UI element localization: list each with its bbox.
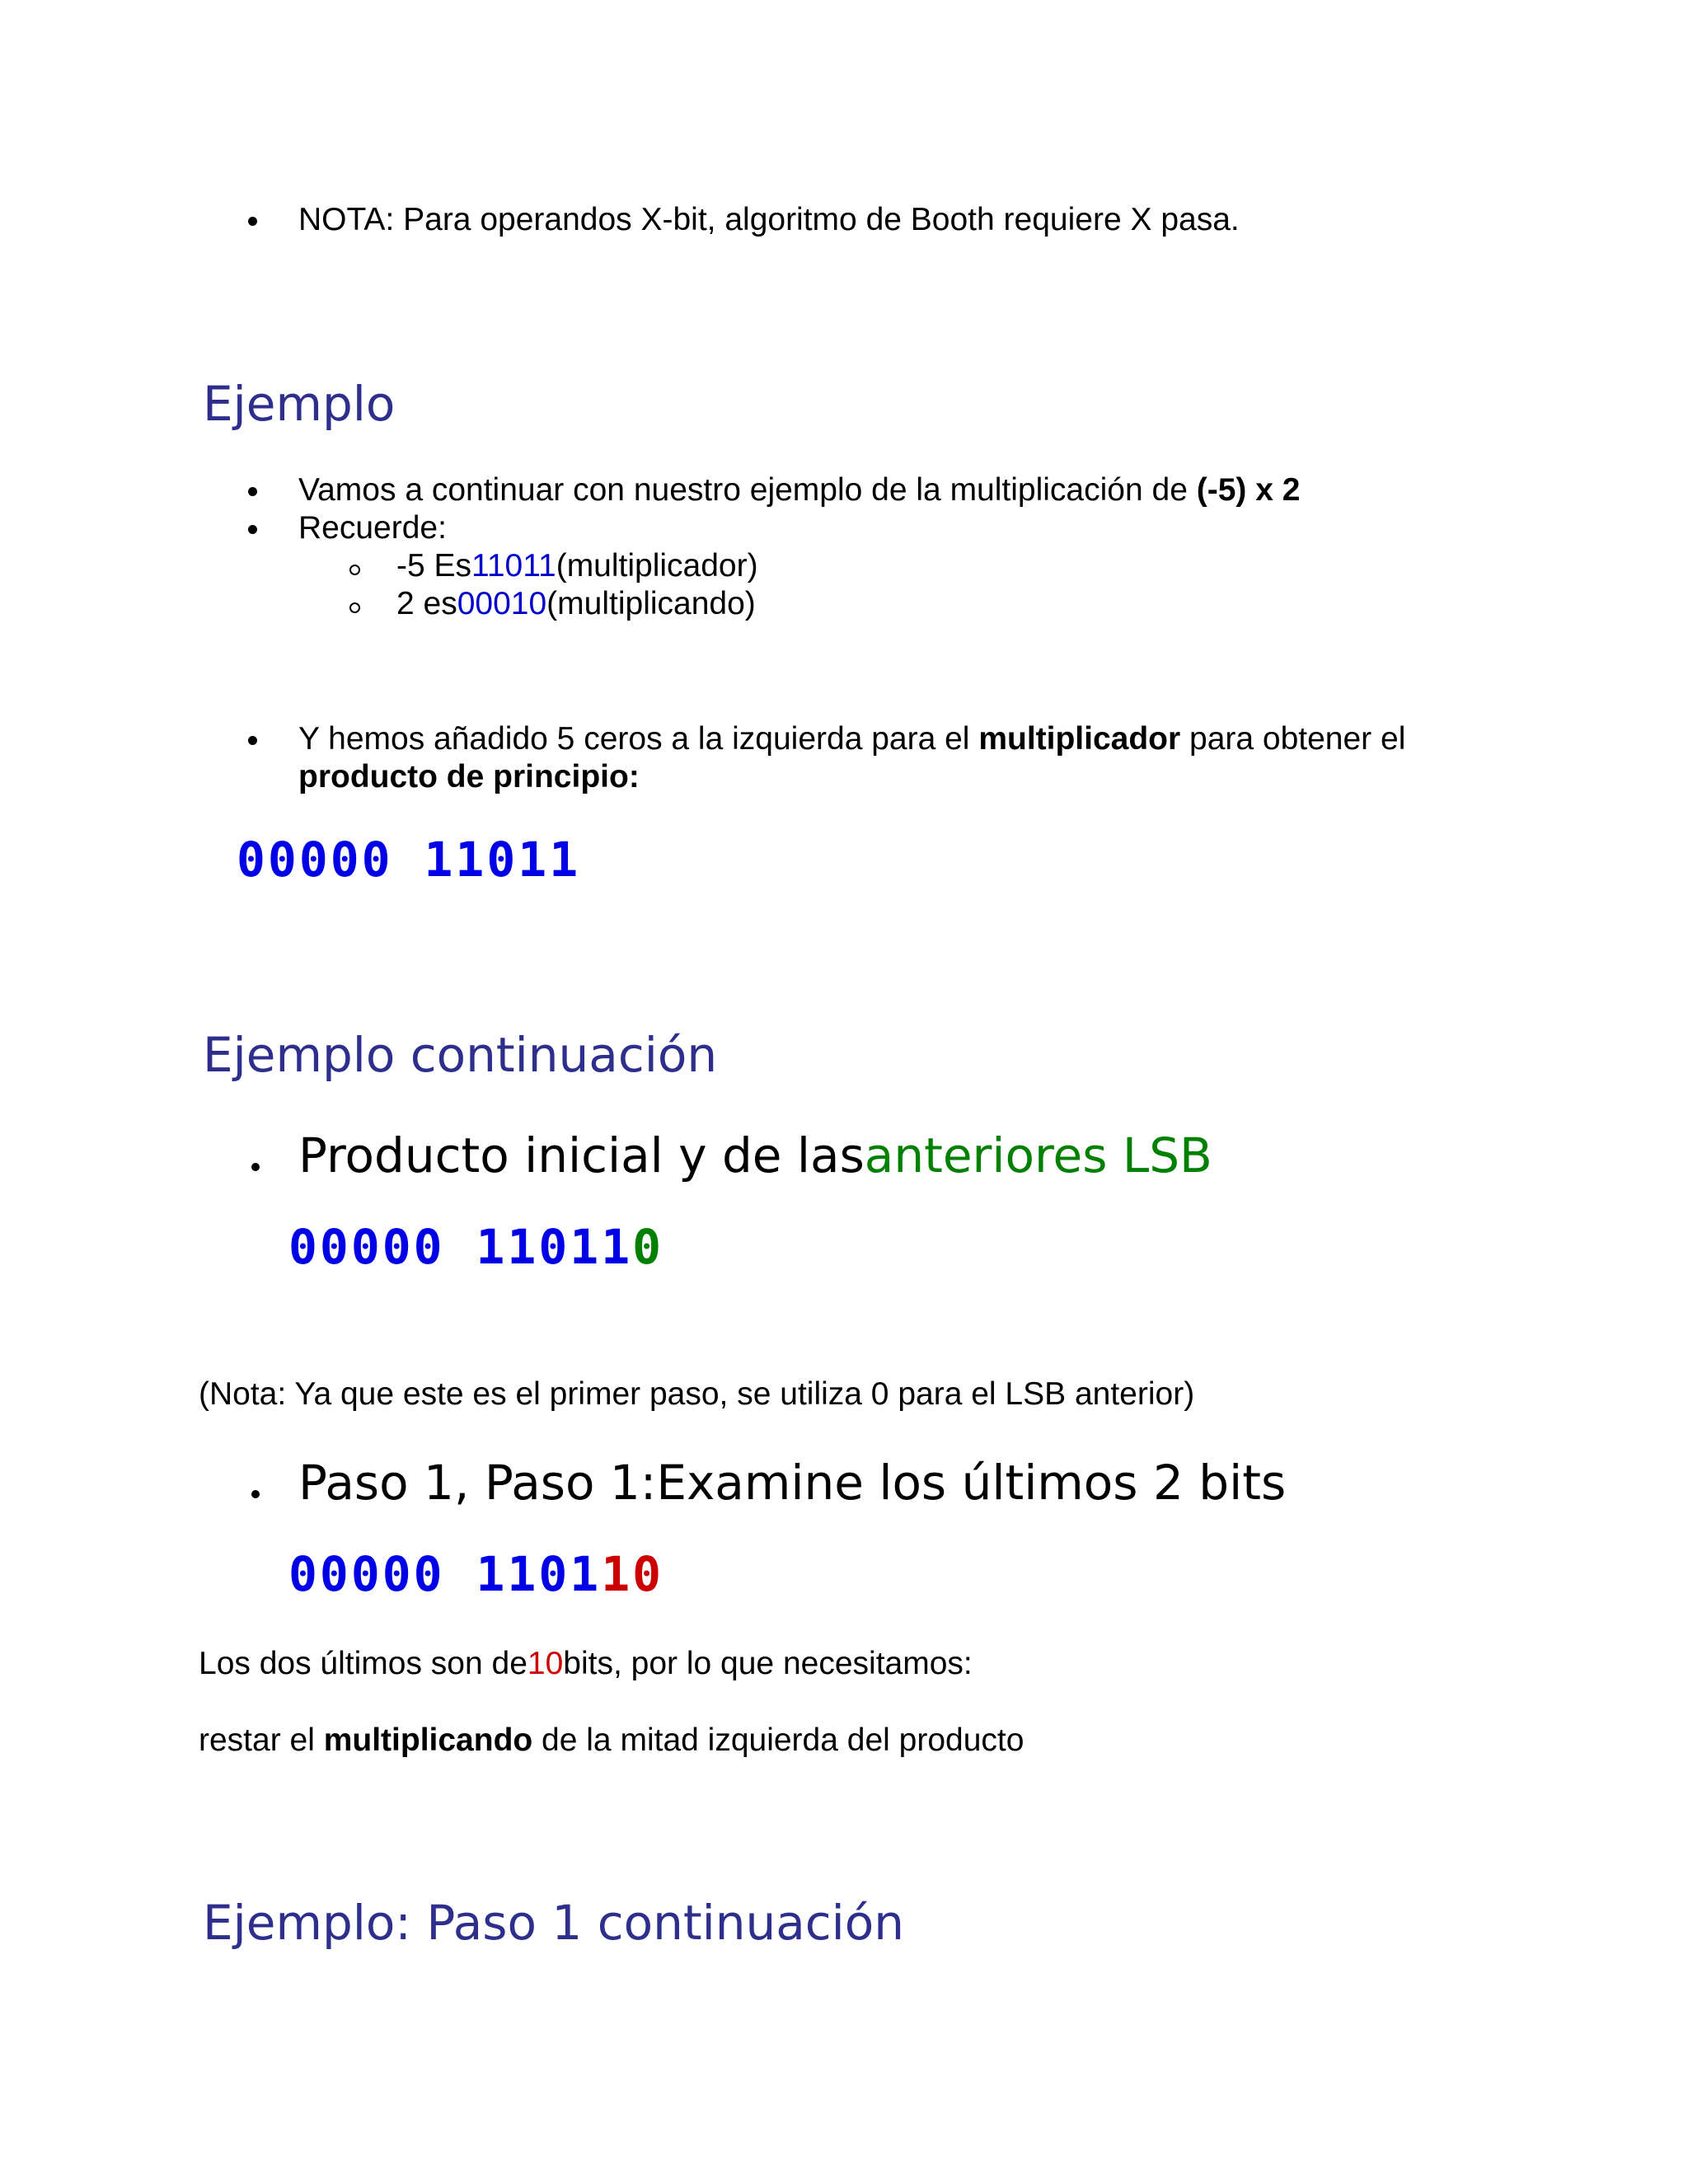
line1-suffix: bits, por lo que necesitamos:: [563, 1646, 973, 1681]
code-producto-inicial: [288, 1220, 663, 1274]
bullet-recuerde: Recuerde:: [298, 510, 447, 546]
note-text: NOTA: Para operandos X-bit, algoritmo de Booth requiere X pasa.: [298, 202, 1240, 237]
bullet-example-bold: (-5) x 2: [1196, 472, 1301, 508]
section-heading-paso1-continuacion: Ejemplo: Paso 1 continuación: [203, 1895, 905, 1951]
bullet-icon: [248, 217, 257, 226]
code2-blue: 00000 1101: [288, 1546, 602, 1602]
bullet-ceros-line1: [298, 720, 1405, 758]
sub-bullet-multiplicando: [396, 585, 756, 623]
line-dos-ultimos: [199, 1645, 973, 1683]
sub2-bits: 00010: [457, 586, 547, 621]
producto-inicial-prefix: Producto inicial y de las: [298, 1127, 865, 1183]
circle-bullet-icon: [349, 565, 360, 575]
bullet3-bold: multiplicador: [978, 721, 1181, 757]
line2-prefix: restar el: [199, 1722, 324, 1758]
bullet-icon: [251, 1490, 260, 1498]
producto-inicial-green: anteriores LSB: [864, 1127, 1212, 1183]
line1-prefix: Los dos últimos son de: [199, 1646, 528, 1681]
line1-red: 10: [527, 1646, 564, 1681]
bullet-icon: [248, 525, 257, 534]
code2-red: 10: [601, 1546, 664, 1602]
sub2-prefix: 2 es: [396, 586, 457, 621]
bullet-icon: [248, 487, 257, 496]
bullet-ceros-line2: producto de principio:: [298, 759, 640, 794]
bullet3-suffix: para obtener el: [1180, 721, 1406, 757]
sub1-prefix: -5 Es: [396, 548, 472, 583]
bullet-example-prefix: Vamos a continuar con nuestro ejemplo de la multiplicación de: [298, 472, 1197, 508]
code1-green: 0: [632, 1219, 664, 1275]
product-start-bits: 00000 11011: [237, 832, 581, 888]
sub-bullet-multiplicador: [396, 547, 758, 585]
bullet-paso1: Paso 1, Paso 1:Examine los últimos 2 bits: [298, 1455, 1287, 1511]
bullet-icon: [248, 736, 257, 745]
line-restar: [199, 1722, 1024, 1760]
bullet-icon: [251, 1163, 260, 1171]
note-primer-paso: (Nota: Ya que este es el primer paso, se utiliza 0 para el LSB anterior): [199, 1376, 1195, 1412]
bullet-producto-inicial: [298, 1127, 1212, 1184]
bullet3-prefix: Y hemos añadido 5 ceros a la izquierda para el: [298, 721, 979, 757]
line2-suffix: de la mitad izquierda del producto: [532, 1722, 1025, 1758]
sub1-suffix: (multiplicador): [556, 548, 758, 583]
bullet-example-text: [298, 471, 1300, 509]
section-heading-continuacion: Ejemplo continuación: [203, 1027, 718, 1083]
sub2-suffix: (multiplicando): [546, 586, 756, 621]
code1-blue: 00000 11011: [288, 1219, 633, 1275]
line2-bold: multiplicando: [323, 1722, 533, 1758]
code-paso1: [288, 1547, 663, 1601]
sub1-bits: 11011: [471, 548, 556, 583]
circle-bullet-icon: [349, 602, 360, 613]
section-heading-ejemplo: Ejemplo: [203, 376, 396, 432]
